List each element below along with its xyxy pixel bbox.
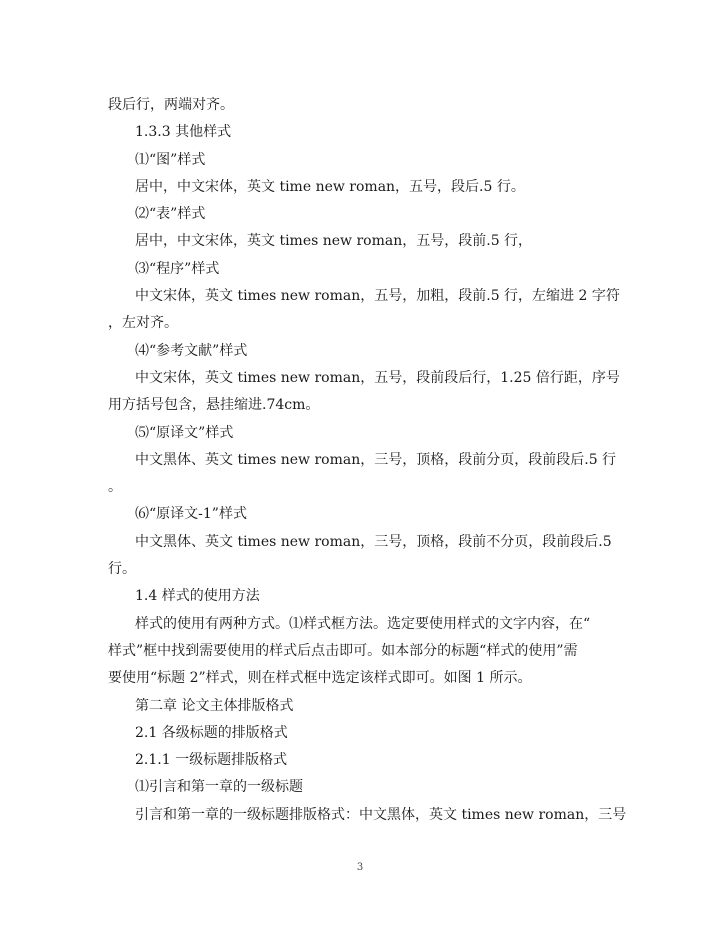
section-heading: 1.3.3 其他样式 [135, 124, 232, 141]
page-number: 3 [356, 862, 364, 873]
subheading: ⑶“程序”样式 [135, 260, 220, 277]
paragraph-line: 要使用“标题 2”样式，则在样式框中选定该样式即可。如图 1 所示。 [108, 670, 532, 687]
subheading: ⑴引言和第一章的一级标题 [135, 779, 303, 796]
paragraph-line: 用方括号包含，悬挂缩进.74cm。 [108, 397, 320, 414]
page-body [108, 92, 627, 829]
paragraph-line: 行。 [108, 561, 136, 578]
paragraph-line: 引言和第一章的一级标题排版格式：中文黑体，英文 times new roman，三号 [135, 806, 627, 823]
paragraph-line: 样式的使用有两种方式。⑴样式框方法。选定要使用样式的文字内容，在“ [135, 615, 591, 632]
chapter-heading: 第二章 论文主体排版格式 [135, 697, 294, 714]
paragraph-line: ，左对齐。 [108, 315, 178, 332]
subheading: ⑴“图”样式 [135, 151, 206, 168]
section-heading: 1.4 样式的使用方法 [135, 588, 260, 605]
paragraph-line: 中文黑体、英文 times new roman，三号，顶格，段前分页，段前段后.5 行 [135, 451, 617, 468]
paragraph-line: 中文宋体，英文 times new roman，五号，加粗，段前.5 行，左缩进 2 字符 [135, 288, 620, 305]
paragraph-line: 中文宋体，英文 times new roman，五号，段前段后行，1.25 倍行距，序号 [135, 369, 620, 386]
section-heading: 2.1.1 一级标题排版格式 [135, 752, 288, 769]
subheading: ⑹“原译文-1”样式 [135, 506, 247, 523]
section-heading: 2.1 各级标题的排版格式 [135, 724, 288, 741]
subheading: ⑷“参考文献”样式 [135, 342, 248, 359]
paragraph-line: 段后行，两端对齐。 [108, 97, 234, 113]
paragraph-line: 中文黑体、英文 times new roman，三号，顶格，段前不分页，段前段后.5 [135, 533, 612, 550]
subheading: ⑸“原译文”样式 [135, 424, 234, 441]
paragraph-line: 居中，中文宋体，英文 times new roman，五号，段前.5 行， [135, 233, 533, 250]
paragraph-line: 。 [108, 479, 122, 496]
paragraph-line: 居中，中文宋体，英文 time new roman，五号，段后.5 行。 [135, 178, 525, 195]
paragraph-line: 样式”框中找到需要使用的样式后点击即可。如本部分的标题“样式的使用”需 [108, 642, 578, 659]
subheading: ⑵“表”样式 [135, 206, 206, 223]
